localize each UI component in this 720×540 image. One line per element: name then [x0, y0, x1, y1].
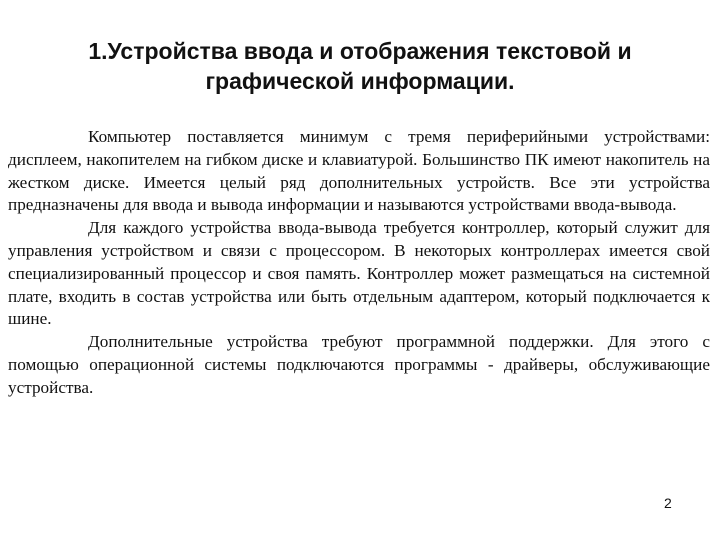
paragraph-controllers: Для каждого устройства ввода-вывода требуется контроллер, который служит для управления устройством и связи с процессором. В некоторых контроллерах имеется свой специализированный процессор и своя память. Контроллер может размещаться на системной плате, входить в состав устройства или быть отдельным адаптером, который подключается к шине. — [8, 218, 710, 329]
paragraph-intro: Компьютер поставляется минимум с тремя периферийными устройствами: дисплеем, накопителем на гибком диске и клавиатурой. Большинство ПК имеют накопитель на жестком диске. Имеется целый ряд дополнительных устройств. Все эти устройства предназначены для ввода и вывода информации и называются устройствами ввода-вывода. — [8, 127, 710, 215]
page-number: 2 — [664, 495, 672, 511]
paragraph-drivers: Дополнительные устройства требуют программной поддержки. Для этого с помощью операционной системы подключаются программы - драйверы, обслуживающие устройства. — [8, 332, 710, 397]
slide-title — [30, 36, 690, 96]
slide-body — [8, 126, 710, 400]
slide-title-line-1: 1.Устройства ввода и отображения текстовой и — [88, 38, 632, 64]
slide-title-line-2: графической информации. — [205, 68, 515, 94]
